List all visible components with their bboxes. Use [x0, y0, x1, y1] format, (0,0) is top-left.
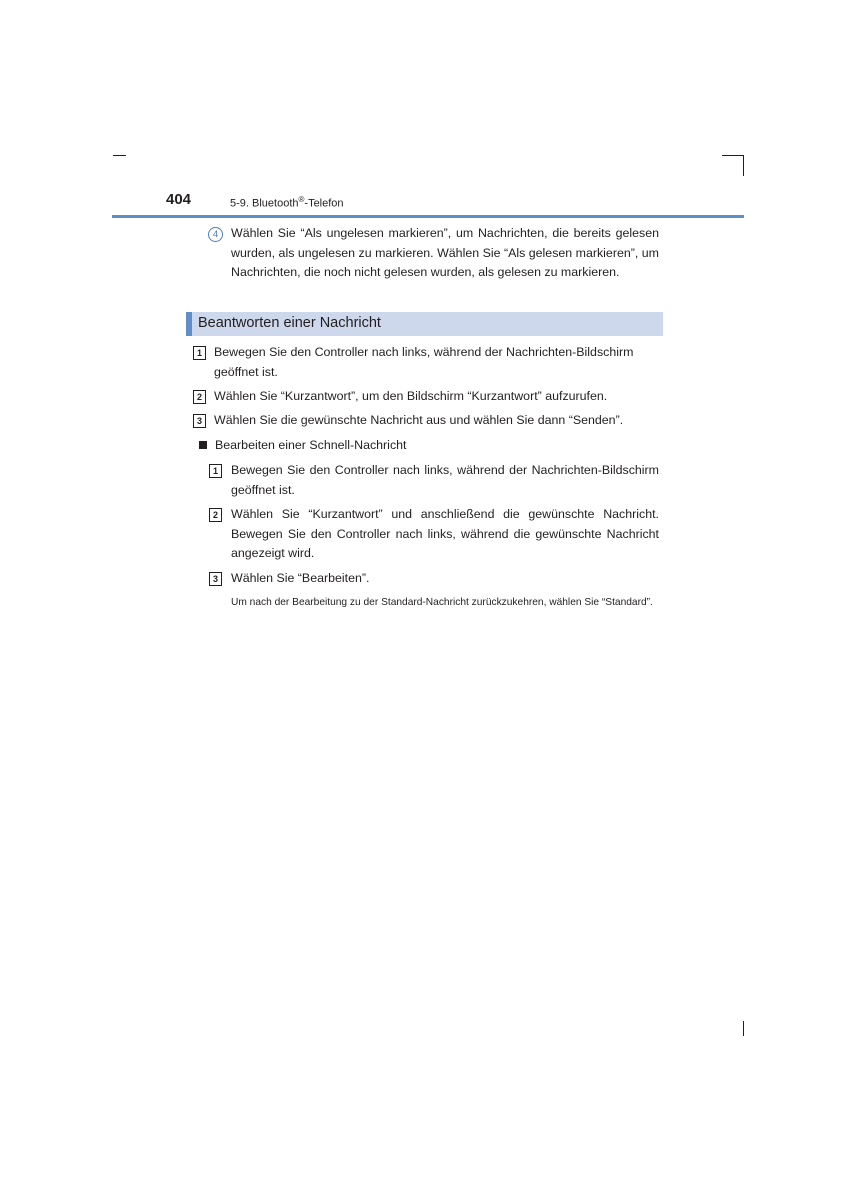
crop-mark-top-left — [113, 155, 126, 156]
chapter-title — [230, 195, 344, 210]
crop-mark-top-right-h — [722, 155, 744, 156]
square-bullet-icon — [199, 441, 207, 449]
section-step-1: Bewegen Sie den Controller nach links, während der Nachrichten-Bildschirm geöffnet ist. — [214, 345, 634, 379]
intro-paragraph: Wählen Sie “Als ungelesen markieren”, um Nachrichten, die bereits gelesen wurden, als ungelesen zu markieren. Wählen Sie “Als gelesen markieren”, um Nachrichten, die noch nicht gelesen wurden, als gelesen zu markieren. — [231, 226, 659, 280]
registered-mark: ® — [298, 195, 305, 204]
page-number: 404 — [166, 191, 192, 208]
section-step-2: Wählen Sie “Kurzantwort”, um den Bildschirm “Kurzantwort” aufzurufen. — [214, 389, 608, 403]
chapter-suffix: -Telefon — [304, 197, 344, 210]
step-number-box: 2 — [193, 390, 206, 404]
step-number-circle: 4 — [208, 227, 223, 242]
step-number-box: 2 — [209, 508, 222, 522]
subsection-step-2: Wählen Sie “Kurzantwort” und anschließend die gewünschte Nachricht. Bewegen Sie den Controller nach links, während die gewünschte Nachricht angezeigt wird. — [231, 507, 659, 561]
section-heading-accent — [186, 312, 192, 336]
step-number-box: 3 — [209, 572, 222, 586]
crop-mark-bottom-right — [743, 1021, 744, 1036]
note-text: Um nach der Bearbeitung zu der Standard-Nachricht zurückzukehren, wählen Sie “Standard”. — [231, 597, 653, 608]
subsection-title: Bearbeiten einer Schnell-Nachricht — [215, 438, 407, 452]
crop-mark-top-right-v — [743, 155, 744, 176]
subsection-step-1: Bewegen Sie den Controller nach links, während der Nachrichten-Bildschirm geöffnet ist. — [231, 463, 659, 497]
step-number-box: 3 — [193, 414, 206, 428]
step-number-box: 1 — [209, 464, 222, 478]
section-title: Beantworten einer Nachricht — [198, 315, 381, 331]
subsection-step-3: Wählen Sie “Bearbeiten”. — [231, 571, 370, 585]
chapter-prefix: 5-9. Bluetooth — [230, 197, 299, 210]
header-rule — [112, 215, 744, 218]
step-number-box: 1 — [193, 346, 206, 360]
section-step-3: Wählen Sie die gewünschte Nachricht aus und wählen Sie dann “Senden”. — [214, 413, 624, 427]
